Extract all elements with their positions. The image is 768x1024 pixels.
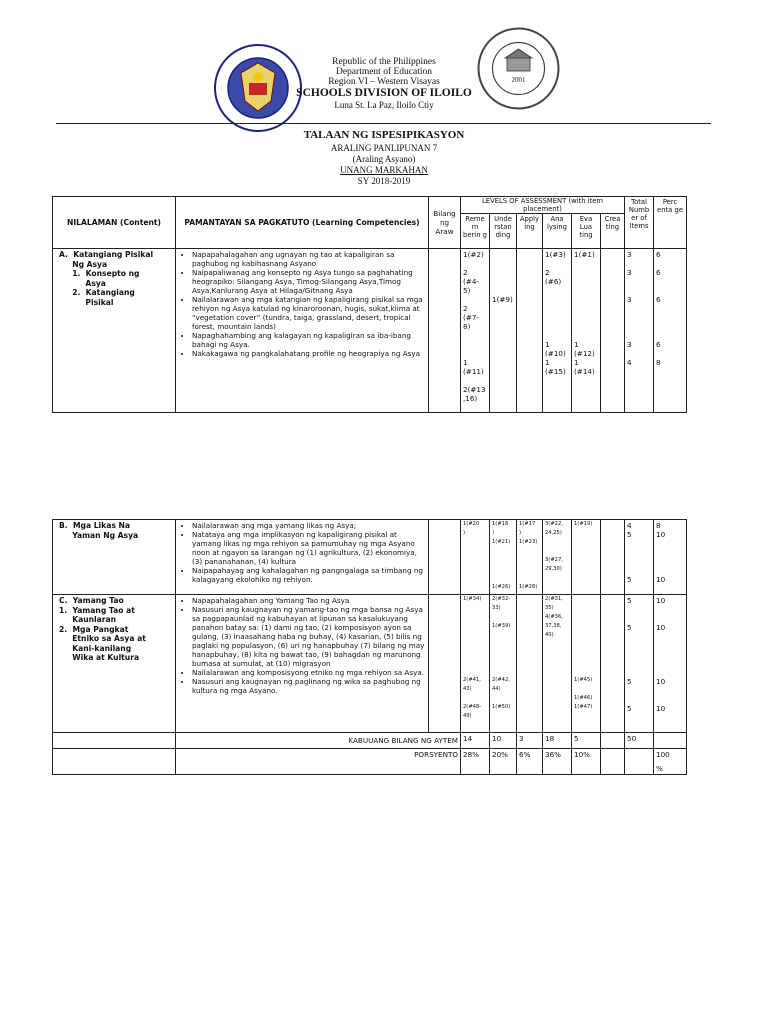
section-a-understanding [490, 249, 517, 413]
item-placement-line [492, 259, 514, 268]
item-placement-line: 6 [656, 250, 661, 259]
section-a-days [429, 249, 461, 413]
item-placement-line: 1(#46) [574, 695, 593, 701]
percent-total-sign: % [656, 764, 663, 773]
item-placement-line: 10 [656, 704, 666, 713]
section-b-remembering [461, 520, 490, 595]
item-placement-line [656, 331, 684, 340]
percent-total-number: 100 [656, 750, 670, 759]
item-placement-line [574, 632, 598, 641]
item-placement-line: 1(#23) [519, 539, 538, 545]
item-placement-line: 5 [627, 677, 632, 686]
percent-label: PORSYENTO [176, 749, 461, 775]
item-placement-line [492, 277, 514, 286]
item-placement-line: 5 [627, 575, 632, 584]
item-placement-line [545, 322, 569, 331]
item-placement-line: 5 [627, 704, 632, 713]
percent-row [53, 749, 687, 775]
section-c-days [429, 595, 461, 733]
item-placement-line [656, 557, 684, 566]
competency-item: • Nailalarawan ang komposisyong etniko ng mga rehiyon sa Asya. [192, 668, 426, 677]
totals-row [53, 733, 687, 749]
item-placement-line: 10 [656, 677, 666, 686]
item-placement-line [574, 668, 598, 677]
item-placement-line [545, 295, 569, 304]
item-placement-line [492, 659, 514, 668]
col-competencies-header: PAMANTAYAN SA PAGKATUTO (Learning Competencies) [176, 197, 429, 249]
letterhead [0, 0, 768, 125]
item-placement-line [574, 686, 598, 695]
item-placement-line: 1(#17 [519, 521, 536, 527]
item-placement-line: ) [492, 530, 495, 536]
competency-item: • Naipapaliwanag ang konsepto ng Asya tungo sa paghahating heograpiko: Silangang Asya, Timog-Silangang Asya,Timog Asya,Kanlurang Asya at Hilaga/Gitnang Asya [192, 268, 426, 295]
item-placement-line: 1(#47) [574, 704, 593, 710]
item-placement-line: 1(#34) [463, 596, 482, 602]
item-placement-line [627, 539, 651, 548]
percent-applying: 6% [517, 749, 543, 775]
totals-remembering: 14 [461, 733, 490, 749]
item-placement-line: 49) [463, 713, 472, 719]
item-placement-line: (#11) [463, 367, 484, 376]
content-line: Pisikal [59, 297, 114, 307]
item-placement-line [463, 668, 487, 677]
col-applying-header: Apply ing [517, 214, 543, 249]
item-placement-line: 40) [545, 632, 554, 638]
item-placement-line: 3 [627, 250, 632, 259]
content-line: 1. Konsepto ng [59, 269, 140, 278]
item-placement-line [627, 313, 651, 322]
item-placement-line: 10 [656, 530, 666, 539]
subject-line: ARALING PANLIPUNAN 7 [330, 143, 438, 153]
item-placement-line [627, 632, 651, 641]
spec-table-part1 [52, 196, 687, 413]
item-placement-line [574, 605, 598, 614]
content-line: Wika at Kultura [59, 653, 140, 662]
spec-table-part2 [52, 519, 687, 775]
item-placement-line [574, 277, 598, 286]
item-placement-line: 2(#13 [463, 385, 486, 394]
content-line: 2. Mga Pangkat [59, 624, 129, 634]
item-placement-line: 1(#1) [574, 250, 595, 259]
competency-item: • Napapahalagahan ang ugnayan ng tao at kapaligiran sa paghubog ng kabihasnang Asyano [192, 250, 426, 268]
item-placement-line [545, 286, 569, 295]
item-placement-line: 3(#27, [545, 557, 563, 563]
section-b-analysing [543, 520, 572, 595]
col-remembering-header: Reme m berin g [461, 214, 490, 249]
content-line: B. Mga Likas Na [59, 521, 130, 530]
content-line: Asya [59, 278, 106, 288]
content-line: Yaman Ng Asya [59, 530, 139, 540]
item-placement-line [463, 259, 487, 268]
section-a-competencies [176, 249, 429, 413]
totals-applying: 3 [517, 733, 543, 749]
item-placement-line: 29,30) [545, 566, 562, 572]
address-line: Luna St. La Paz, Iloilo Ctiy [334, 100, 434, 110]
item-placement-line: (#10) [545, 349, 566, 358]
table-row-section-b [53, 520, 687, 595]
item-placement-line [656, 659, 684, 668]
section-b-percentage [654, 520, 687, 595]
competency-item: • Nailalarawan ang mga katangian ng kapaligirang pisikal sa mga rehiyon ng Asya katulad ng kinaroroonan, hugis, sukat,klima at “vegetation cover” (tundra, taiga, grassland, desert, tropical forest, mountain lands) [192, 295, 426, 331]
item-placement-line [463, 614, 487, 623]
item-placement-line: (#7- [463, 313, 479, 322]
item-placement-line [492, 566, 514, 575]
item-placement-line [492, 695, 514, 704]
section-c-analysing [543, 595, 572, 733]
item-placement-line: 33) [492, 605, 501, 611]
item-placement-line [492, 250, 514, 259]
item-placement-line: 1(#3) [545, 250, 566, 259]
section-a-evaluating [572, 249, 601, 413]
item-placement-line: 2 [545, 268, 550, 277]
competency-item: • Nakakagawa ng pangkalahatang profile ng heograpiya ng Asya [192, 349, 426, 358]
col-percentage-header: Perc enta ge [654, 197, 687, 249]
item-placement-line [463, 695, 487, 704]
item-placement-line [574, 304, 598, 313]
school-year-line: SY 2018-2019 [357, 176, 411, 186]
item-placement-line [492, 650, 514, 659]
percent-remembering: 28% [461, 749, 490, 775]
item-placement-line: (#6) [545, 277, 562, 286]
item-placement-line [627, 304, 651, 313]
item-placement-line [463, 340, 487, 349]
item-placement-line [463, 349, 487, 358]
item-placement-line [656, 686, 684, 695]
item-placement-line [574, 295, 598, 304]
item-placement-line [574, 268, 598, 277]
item-placement-line: 5) [463, 286, 471, 295]
item-placement-line: 1 (#14) [574, 358, 595, 376]
item-placement-line: 2(#48- [463, 704, 482, 710]
item-placement-line: 5 [627, 596, 632, 605]
item-placement-line: 4(#36, [545, 614, 563, 620]
item-placement-line: 3(#22, [545, 521, 563, 527]
item-placement-line [656, 641, 684, 650]
item-placement-line: 5 [627, 530, 632, 539]
competency-item: • Nailalarawan ang mga yamang likas ng Asya; [192, 521, 426, 530]
section-b-days [429, 520, 461, 595]
item-placement-line [656, 614, 684, 623]
item-placement-line: 8 [656, 521, 661, 530]
content-line: 1. Yamang Tao at [59, 605, 135, 615]
item-placement-line [574, 322, 598, 331]
item-placement-line: 2(#41, [463, 677, 481, 683]
item-placement-line [656, 304, 684, 313]
item-placement-line: 37,38, [545, 623, 562, 629]
section-a-content [53, 249, 176, 413]
item-placement-line [656, 349, 684, 358]
item-placement-line: 1(#21) [492, 539, 511, 545]
item-placement-line: ,16) [463, 394, 478, 403]
item-placement-line: 35) [545, 605, 554, 611]
item-placement-line [627, 349, 651, 358]
item-placement-line [463, 605, 487, 614]
item-placement-line [492, 632, 514, 641]
item-placement-line [627, 641, 651, 650]
item-placement-line: (#15) [545, 367, 566, 376]
item-placement-line: 3 [627, 340, 632, 349]
item-placement-line: 43) [463, 686, 472, 692]
section-c-creating [601, 595, 625, 733]
item-placement-line: 1 [545, 340, 550, 349]
section-b-applying [517, 520, 543, 595]
competency-item: • Natataya ang mga implikasyon ng kapaligirang pisikal at yamang likas ng mga rehiyon sa pamumuhay ng mga Asyano noon at ngayon sa larangan ng (1) agrikultura, (2) ekonomiya, (3) pananahanan, (4) kultura [192, 530, 426, 566]
item-placement-line [463, 331, 487, 340]
item-placement-line [627, 548, 651, 557]
item-placement-line: 24,25) [545, 530, 562, 536]
item-placement-line [627, 322, 651, 331]
item-placement-line [463, 659, 487, 668]
item-placement-line [656, 605, 684, 614]
item-placement-line [492, 668, 514, 677]
item-placement-line: 10 [656, 623, 666, 632]
totals-total: 50 [625, 733, 654, 749]
item-placement-line [545, 313, 569, 322]
item-placement-line [545, 259, 569, 268]
item-placement-line [627, 650, 651, 659]
content-line: Kani-kanilang [59, 643, 132, 653]
item-placement-line: 6 [656, 295, 661, 304]
item-placement-line: 6 [656, 340, 661, 349]
table-row-section-c [53, 595, 687, 733]
section-b-evaluating [572, 520, 601, 595]
item-placement-line: ) [463, 530, 466, 536]
section-b-creating [601, 520, 625, 595]
item-placement-line: 1 [463, 358, 468, 367]
item-placement-line: 1(#2) [463, 250, 484, 259]
col-understanding-header: Unde rstan ding [490, 214, 517, 249]
section-b-total [625, 520, 654, 595]
item-placement-line: 1(#9) [492, 295, 513, 304]
col-total-header: Total Numb er of Items [625, 197, 654, 249]
item-placement-line [545, 539, 569, 548]
item-placement-line: 1(#39) [492, 623, 511, 629]
section-c-content [53, 595, 176, 733]
item-placement-line: 1(#26) [492, 584, 511, 590]
item-placement-line [627, 259, 651, 268]
item-placement-line: 1(#45) [574, 677, 593, 683]
item-placement-line [519, 548, 540, 557]
section-a-total [625, 249, 654, 413]
item-placement-line: 4 [627, 521, 632, 530]
item-placement-line [574, 596, 598, 605]
item-placement-line [627, 686, 651, 695]
item-placement-line [519, 575, 540, 584]
content-line: Kaunlaran [59, 615, 117, 624]
division-line: SCHOOLS DIVISION OF ILOILO [296, 87, 472, 99]
quarter-line: UNANG MARKAHAN [340, 165, 428, 175]
section-c-applying [517, 595, 543, 733]
item-placement-line [545, 331, 569, 340]
totals-evaluating: 5 [572, 733, 601, 749]
item-placement-line: 4 [627, 358, 632, 367]
item-placement-line: 2 [463, 304, 468, 313]
col-evaluating-header: Eva Lua ting [572, 214, 601, 249]
item-placement-line [656, 668, 684, 677]
item-placement-line: 1(#50) [492, 704, 511, 710]
item-placement-line [627, 695, 651, 704]
competency-item: • Nasusuri ang kaugnayan ng paglinang ng wika sa paghubog ng kultura ng mga Asyano. [192, 677, 426, 695]
item-placement-line [656, 695, 684, 704]
section-a-percentage [654, 249, 687, 413]
item-placement-line [656, 277, 684, 286]
competency-item: • Naipapahayag ang kahalagahan ng pangngalaga sa timbang ng kalagayang ekolohiko ng rehiyon. [192, 566, 426, 584]
item-placement-line [492, 557, 514, 566]
item-placement-line [656, 322, 684, 331]
table-row-section-a [53, 249, 687, 413]
item-placement-line [574, 259, 598, 268]
item-placement-line [492, 548, 514, 557]
item-placement-line: 3 [627, 268, 632, 277]
item-placement-line [627, 605, 651, 614]
competency-item: • Nasusuri ang kaugnayan ng yamang-tao ng mga bansa ng Asya sa pagpapaunlad ng kabuhayan at lipunan sa kasalukuyang panahon batay sa: (1) dami ng tao, (2) komposisyon ayon sa gulang, (3) inaasahang haba ng buhay, (4) kasarian, (5) bilis ng paglaki ng populasyon, (6) uri ng hanapbuhay (7) bilang ng may hanapbuhay, (8) kita ng bawat tao, (9) bahagdan ng marunong bumasa at sumulat, at (10) migrasyon [192, 605, 426, 668]
item-placement-line [656, 548, 684, 557]
item-placement-line [574, 623, 598, 632]
percent-evaluating: 10% [572, 749, 601, 775]
item-placement-line: 10 [656, 575, 666, 584]
competency-item: • Napaghahambing ang kalagayan ng kapaligiran sa iba-ibang bahagi ng Asya. [192, 331, 426, 349]
item-placement-line [627, 566, 651, 575]
section-c-evaluating [572, 595, 601, 733]
section-a-creating [601, 249, 625, 413]
item-placement-line: 6 [656, 268, 661, 277]
item-placement-line [463, 295, 487, 304]
item-placement-line: 44) [492, 686, 501, 692]
item-placement-line [627, 277, 651, 286]
item-placement-line: 2(#31, [545, 596, 563, 602]
section-a-remembering [461, 249, 490, 413]
item-placement-line: 1 [545, 358, 550, 367]
item-placement-line [656, 650, 684, 659]
item-placement-line [574, 286, 598, 295]
item-placement-line [627, 557, 651, 566]
item-placement-line [656, 632, 684, 641]
totals-label: KABUUANG BILANG NG AYTEM [176, 733, 461, 749]
republic-line: Republic of the Philippines [332, 57, 436, 67]
col-analysing-header: Ana lysing [543, 214, 572, 249]
item-placement-line: 10 [656, 596, 666, 605]
item-placement-line: 1(#28) [519, 584, 538, 590]
item-placement-line [656, 313, 684, 322]
totals-understanding: 10 [490, 733, 517, 749]
item-placement-line [463, 623, 487, 632]
item-placement-line: 8) [463, 322, 471, 331]
item-placement-line [492, 286, 514, 295]
item-placement-line [545, 548, 569, 557]
item-placement-line [492, 641, 514, 650]
item-placement-line: ) [519, 530, 522, 536]
section-c-total [625, 595, 654, 733]
item-placement-line: 2 [463, 268, 468, 277]
section-b-content [53, 520, 176, 595]
content-line: Etniko sa Asya at [59, 634, 146, 643]
item-placement-line: 1(#18 [492, 521, 509, 527]
item-placement-line [492, 614, 514, 623]
content-line: C. Yamang Tao [59, 596, 124, 605]
section-b-understanding [490, 520, 517, 595]
region-line: Region VI – Western Visayas [328, 77, 440, 87]
item-placement-line: 8 [656, 358, 661, 367]
department-line: Department of Education [335, 67, 433, 77]
item-placement-line: 2(#42, [492, 677, 510, 683]
item-placement-line: 1(#20 [463, 521, 480, 527]
section-c-competencies [176, 595, 429, 733]
totals-analysing: 18 [543, 733, 572, 749]
percent-total [654, 749, 687, 775]
document-title: TALAAN NG ISPESIPIKASYON [303, 129, 465, 141]
col-creating-header: Crea ting [601, 214, 625, 249]
item-placement-line [627, 331, 651, 340]
levels-header: LEVELS OF ASSESSMENT (with item placement) [461, 197, 625, 214]
item-placement-line [656, 259, 684, 268]
percent-analysing: 36% [543, 749, 572, 775]
item-placement-line [519, 557, 540, 566]
item-placement-line [463, 376, 487, 385]
item-placement-line [627, 659, 651, 668]
item-placement-line: 1(#19) [574, 521, 593, 527]
item-placement-line [656, 286, 684, 295]
item-placement-line: (#4- [463, 277, 479, 286]
item-placement-line [656, 566, 684, 575]
item-placement-line [627, 668, 651, 677]
item-placement-line: 1 (#12) [574, 340, 595, 358]
item-placement-line [574, 313, 598, 322]
item-placement-line [574, 650, 598, 659]
item-placement-line [574, 659, 598, 668]
percent-understanding: 20% [490, 749, 517, 775]
seal-year: 2001 [511, 76, 526, 84]
item-placement-line [492, 268, 514, 277]
item-placement-line [627, 286, 651, 295]
section-c-remembering [461, 595, 490, 733]
col-days-header: Bilang ng Araw [429, 197, 461, 249]
item-placement-line [574, 614, 598, 623]
section-c-understanding [490, 595, 517, 733]
content-line: Ng Asya [59, 259, 108, 269]
content-line: A. Katangiang Pisikal [59, 250, 154, 259]
item-placement-line [492, 575, 514, 584]
item-placement-line: 3 [627, 295, 632, 304]
item-placement-line: 2(#32- [492, 596, 511, 602]
competency-item: • Napapahalagahan ang Yamang Tao ng Asya [192, 596, 426, 605]
section-a-applying [517, 249, 543, 413]
item-placement-line [463, 632, 487, 641]
item-placement-line [519, 566, 540, 575]
section-c-percentage [654, 595, 687, 733]
item-placement-line [463, 641, 487, 650]
item-placement-line [463, 650, 487, 659]
content-line: 2. Katangiang [59, 288, 135, 297]
col-content-header: NILALAMAN (Content) [53, 197, 176, 249]
subject-sub-line: (Araling Asyano) [352, 154, 416, 164]
item-placement-line [627, 614, 651, 623]
item-placement-line [656, 539, 684, 548]
item-placement-line [574, 641, 598, 650]
header-divider [56, 123, 711, 124]
item-placement-line [545, 304, 569, 313]
item-placement-line: 5 [627, 623, 632, 632]
item-placement-line [574, 331, 598, 340]
section-b-competencies [176, 520, 429, 595]
section-a-analysing [543, 249, 572, 413]
